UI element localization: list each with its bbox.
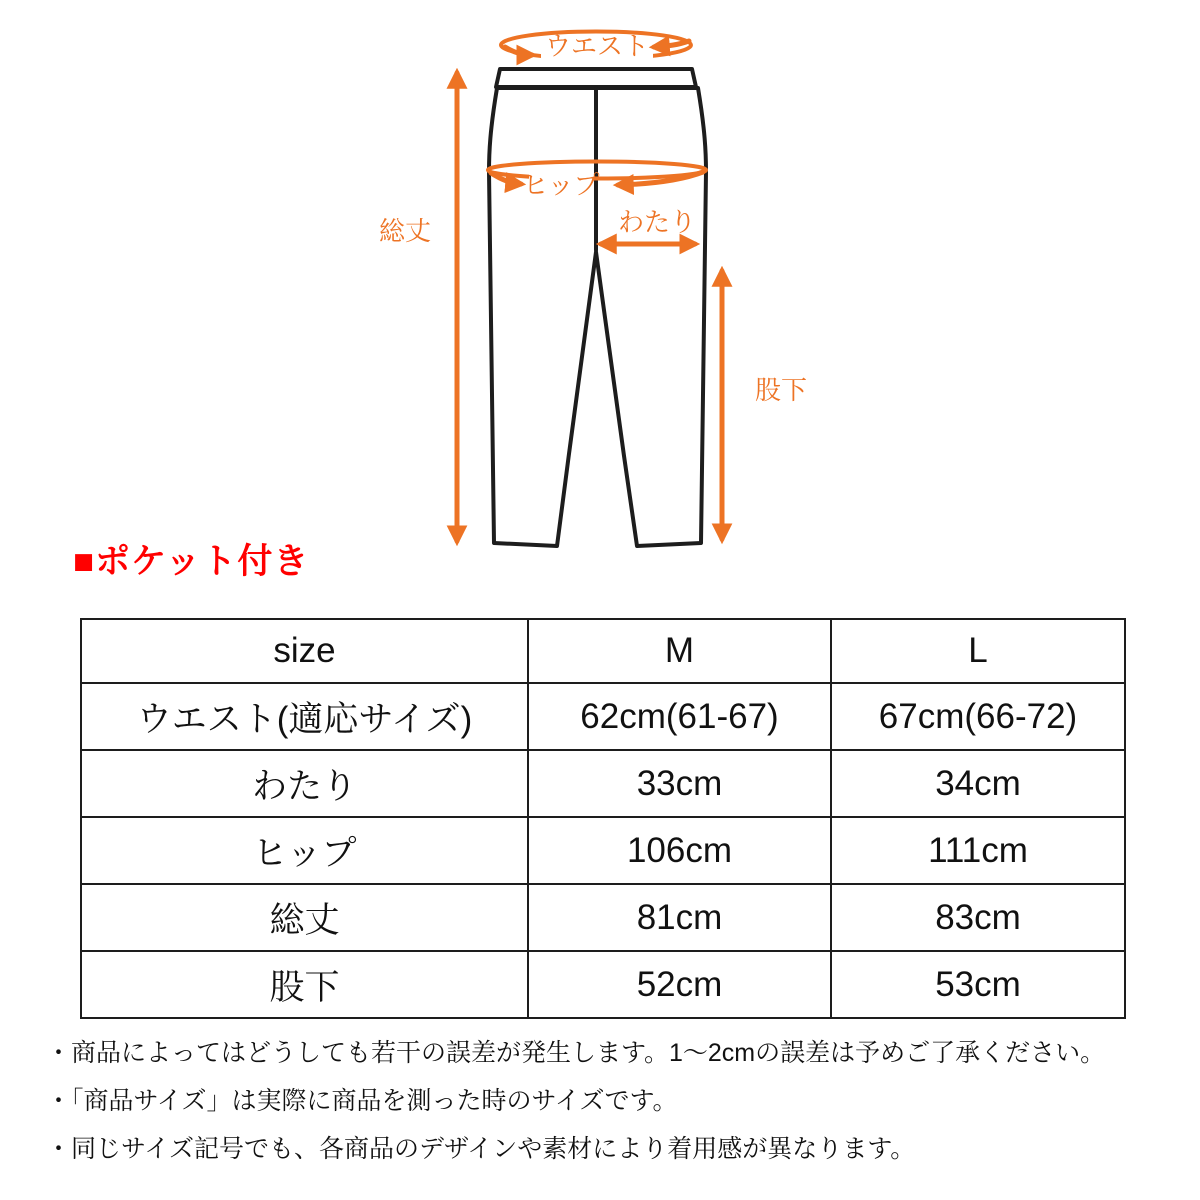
note-tolerance: ・商品によってはどうしても若干の誤差が発生します。1〜2cmの誤差は予めご了承ください。: [46, 1039, 1106, 1067]
inseam-annotation: [722, 271, 807, 539]
row-label: ウエスト(適応サイズ): [81, 683, 528, 750]
value-m: 33cm: [528, 750, 831, 817]
size-table: [80, 618, 1126, 1019]
value-l: 111cm: [831, 817, 1125, 884]
row-label: 股下: [81, 951, 528, 1018]
table-header-row: [81, 619, 1125, 683]
inseam-label: 股下: [754, 375, 808, 405]
table-row-inseam: [81, 951, 1125, 1018]
value-m: 62cm(61-67): [528, 683, 831, 750]
value-m: 106cm: [528, 817, 831, 884]
pants-measurement-diagram: [0, 0, 1200, 580]
table-row-total-length: [81, 884, 1125, 951]
waist-annotation: [501, 31, 691, 63]
row-label: わたり: [81, 750, 528, 817]
total-length-label: 総丈: [378, 216, 432, 246]
value-l: 34cm: [831, 750, 1125, 817]
waistband: [496, 69, 696, 87]
pocket-heading: ■ポケット付き: [73, 542, 310, 581]
col-header-size: size: [81, 619, 528, 683]
waist-arrow-right: [654, 41, 689, 47]
total-length-annotation: [379, 73, 457, 541]
note-measured-size: ・「商品サイズ」は実際に商品を測った時のサイズです。: [46, 1087, 678, 1115]
table-row-thigh: [81, 750, 1125, 817]
row-label: ヒップ: [81, 817, 528, 884]
thigh-label: わたり: [617, 207, 697, 237]
col-header-l: L: [831, 619, 1125, 683]
value-m: 81cm: [528, 884, 831, 951]
value-l: 67cm(66-72): [831, 683, 1125, 750]
value-l: 83cm: [831, 884, 1125, 951]
row-label: 総丈: [81, 884, 528, 951]
table-row-hip: [81, 817, 1125, 884]
table-row-waist: [81, 683, 1125, 750]
note-fit-varies: ・同じサイズ記号でも、各商品のデザインや素材により着用感が異なります。: [46, 1135, 916, 1163]
hip-label: ヒップ: [522, 170, 600, 200]
col-header-m: M: [528, 619, 831, 683]
waist-arrow-left: [505, 47, 532, 55]
waist-label: ウエスト: [544, 31, 650, 61]
value-m: 52cm: [528, 951, 831, 1018]
value-l: 53cm: [831, 951, 1125, 1018]
footnotes: [46, 1038, 1166, 1182]
